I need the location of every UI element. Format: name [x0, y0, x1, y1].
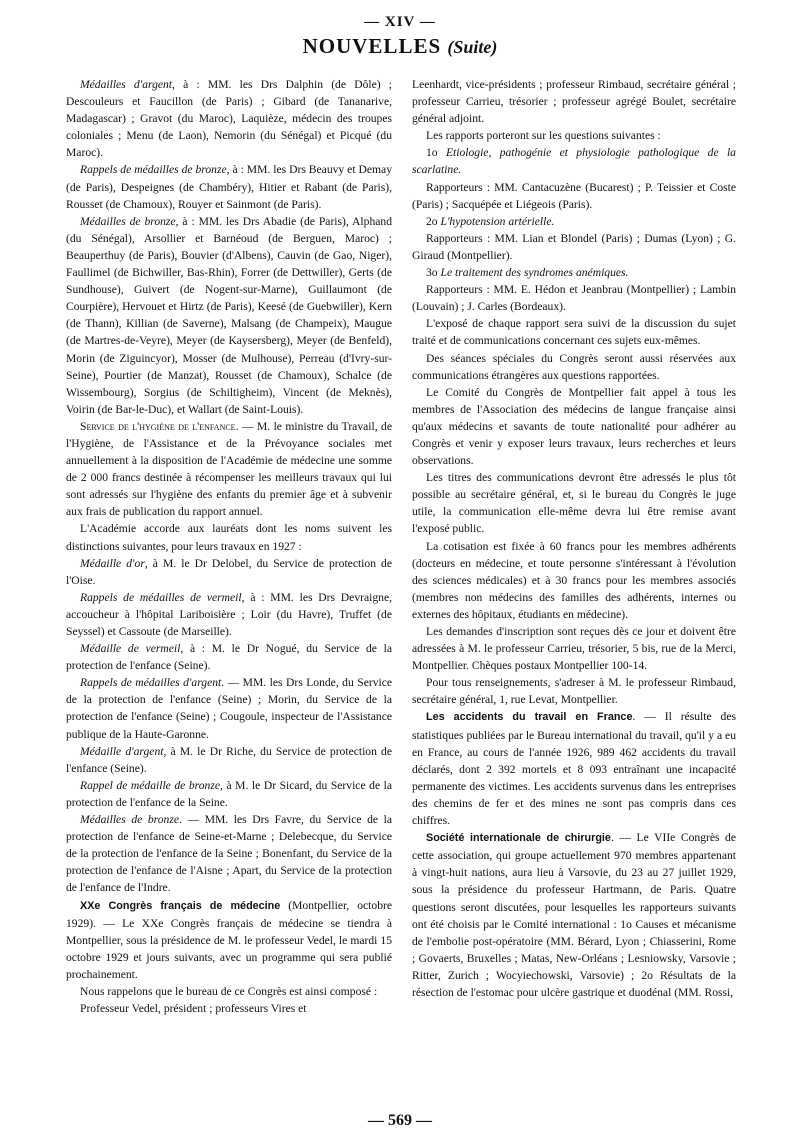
paragraph-text: Des séances spéciales du Congrès seront aussi réservées aux communications étrangères aux questions rapportées. — [412, 351, 736, 382]
paragraph-text: . — Il résulte des statistiques publiées par le Bureau international du travail, qu'il y a eu en France, au cours de l'année 1926, 989 462 accidents du travail déclarés, dont 2 392 mortels et 8 093 entraînant une incapacité permanente des victimes. Les accidents survenus dans les entreprises des chemins de fer et des mines ne sont pas compris dans ces chiffres. — [412, 710, 736, 828]
paragraph — [66, 743, 392, 777]
left-column — [66, 76, 392, 1017]
paragraph-text: . — MM. les Drs Londe, du Service de la protection de l'enfance (Seine) ; Morin, du Service de la protection de l'enfance (Seine) ; Cougoule, inspecteur de l'Assistance publique de la Haute-Garonne. — [66, 676, 393, 741]
paragraph-text: , à : M. le Dr Nogué, du Service de la protection de l'enfance (Seine). — [66, 642, 392, 673]
paragraph-text: Rapporteurs : MM. Cantacuzène (Bucarest) ; P. Teissier et Coste (Paris) ; Sacquépée et Liégeois (Paris). — [412, 180, 736, 211]
paragraph — [412, 674, 736, 708]
paragraph — [412, 708, 736, 829]
paragraph — [412, 623, 736, 674]
paragraph-text: La cotisation est fixée à 60 francs pour les membres adhérents (docteurs en médecine, et toute personne s'intéressant à l'évolution des sciences médicales) et à 30 francs pour les membres associés (membres non médecins des familles des adhérents, internes ou externes des hôpitaux, étudiants en médecine). — [412, 539, 736, 621]
paragraph — [412, 384, 736, 469]
paragraph-text: Le Comité du Congrès de Montpellier fait appel à tous les membres de l'Association des médecins de langue française ainsi qu'aux médecins et savants de toute nationalité pour adhérer au Congrès et venir y exposer leurs travaux, leurs recherches et leurs observations. — [412, 385, 736, 468]
paragraph-text: . — Le VIIe Congrès de cette association, qui groupe actuellement 970 membres appartenant à vingt-huit nations, aura lieu à Varsovie, du 23 au 27 juillet 1929, sous la présidence du professeur Hartmann, de Paris. Quatre questions seront discutées, pour lesquelles les rapporteurs suivants ont été choisis par le Comité international : 1o Causes et mécanisme de l'embolie post-opératoire (MM. Bérard, Lyon ; Chiasserini, Rome ; Govaerts, Bruxelles ; Matas, New-Orléans ; Lesniowsky, Varsovie ; Ritter, Zurich ; Wocyiechowski, Varsovie) ; 2o Résultats de la résection de l'estomac pour ulcère gastrique et duodénal (MM. Rossi, — [412, 831, 736, 999]
paragraph — [412, 350, 736, 384]
paragraph-text: , à : MM. les Drs Abadie (de Paris), Alphand (du Sénégal), Arsollier et Barnéoud (de Berguen, Maroc) ; Beauperthuy (de Paris), Bouvier (d'Albens), Cauvin (de Gao, Niger), Faullimel (de Bichwiller, Bas-Rhin), Forrer (de Dettwiller), Gerts (de Sundhouse), Guivert (de Nogent-sur-Marne), Guillaumont (de Courpière), Hervouet et Hirtz (de Paris), Keesé (de Guebwiller), Kern (de Thann), Killian (de Saverne), Malsang (de Champeix), Maugue (de Martres-de-Veyre), Meyer (de Kaysersberg), Meyer (de Benfeld), Morin (de Ziguincyor), Mosser (de Mulhouse), Perreau (d'Ivry-sur-Seine), Pourtier (de Manzat), Rousset (de Chamoux), Schalce (de Wissembourg), Sorgius (de Schiltigheim), Vincent (de Meknès), Voirin (de Bar-le-Duc), et Wallart (de Saint-Louis). — [66, 214, 392, 416]
paragraph-text: Professeur Vedel, président ; professeurs Vires et — [80, 1002, 307, 1016]
paragraph-text: Les rapports porteront sur les questions suivantes : — [426, 129, 661, 143]
paragraph-lead: Médailles de bronze — [80, 813, 179, 827]
paragraph-topic: Etiologie, pathogénie et physiologie pathologique de la scarlatine. — [412, 146, 736, 177]
paragraph — [66, 983, 392, 1000]
paragraph-text: , à M. le Dr Riche, du Service de protection de l'enfance (Seine). — [66, 744, 392, 775]
paragraph-lead: Rappels de médailles de bronze — [80, 163, 227, 177]
section-heading-caps: Service de l'hygiène de l'enfance. — [80, 419, 239, 433]
paragraph — [66, 811, 392, 896]
paragraph — [412, 213, 736, 230]
heading-suite: (Suite) — [447, 37, 498, 57]
paragraph — [412, 469, 736, 537]
paragraph — [66, 640, 392, 674]
paragraph-text: Les titres des communications devront être adressés le plus tôt possible au secrétaire général, et, si le bureau du Congrès le juge utile, la communication elle-même devra lui être remise avant l'exposé public. — [412, 471, 736, 536]
paragraph — [412, 76, 736, 127]
page-number: — 569 — — [368, 1112, 432, 1129]
paragraph-topic: Le traitement des syndromes anémiques. — [440, 266, 629, 280]
paragraph-text: , à : MM. les Drs Beauvy et Demay (de Paris), Despeignes (de Chambéry), Hitier et Rabant (de Paris), Rousset (de Chamoux), Rouyer et Sainmont (de Paris). — [66, 163, 392, 211]
paragraph-lead: Médailles de bronze — [80, 214, 176, 228]
paragraph — [412, 144, 736, 178]
paragraph — [66, 161, 392, 212]
paragraph-text: Rapporteurs : MM. E. Hédon et Jeanbrau (Montpellier) ; Lambin (Louvain) ; J. Carles (Bordeaux). — [412, 283, 736, 314]
paragraph — [412, 315, 736, 349]
paragraph-number: 3o — [426, 266, 441, 280]
paragraph-lead: Médaille de vermeil — [80, 642, 181, 656]
paragraph — [66, 674, 392, 742]
paragraph-lead: Rappels de médailles d'argent — [80, 676, 222, 690]
section-heading — [0, 34, 800, 59]
paragraph — [412, 179, 736, 213]
paragraph — [412, 127, 736, 144]
page-folio-top: — XIV — — [364, 14, 436, 30]
paragraph — [66, 520, 392, 554]
paragraph-lead: Médaille d'argent — [80, 744, 164, 758]
paragraph-topic: L'hypotension artérielle. — [440, 214, 555, 228]
paragraph — [412, 281, 736, 315]
paragraph-lead: Rappels de médailles de vermeil — [80, 590, 242, 604]
paragraph — [412, 230, 736, 264]
paragraph — [66, 213, 392, 418]
news-heading: Les accidents du travail en France — [426, 711, 633, 724]
paragraph-text: Les demandes d'inscription sont reçues dès ce jour et doivent être adressées à M. le professeur Carrieu, trésorier, 5 bis, rue de la Merci, Montpellier. Chèques postaux Montpellier 100-14. — [412, 625, 736, 673]
paragraph — [66, 418, 392, 521]
paragraph-text: — M. le ministre du Travail, de l'Hygiène, de l'Assistance et de la Prévoyance sociales met annuellement à la disposition de l'Académie de médecine une somme de 2 000 francs destinée à récompenser les meilleurs travaux qui lui sont adressés sur l'hygiène des enfants du premier âge et à subvenir aux frais de publication du rapport annuel. — [66, 419, 392, 519]
paragraph-text: L'exposé de chaque rapport sera suivi de la discussion du sujet traité et de communications concernant ces sujets eux-mêmes. — [412, 317, 736, 348]
paragraph — [412, 829, 736, 1001]
paragraph-text: . — MM. les Drs Favre, du Service de la protection de l'enfance de Seine-et-Marne ; Delebecque, du Service de la protection de l'enfance de la Seine ; Bonenfant, du Service de la protection de l'enfance de l'Aisne ; Apart, du Service de la protection de l'enfance de l'Indre. — [66, 813, 392, 895]
paragraph-text: , à M. le Dr Sicard, du Service de la protection de l'enfance de la Seine. — [66, 778, 393, 809]
paragraph — [66, 555, 392, 589]
paragraph — [66, 589, 392, 640]
paragraph-number: 1o — [426, 146, 446, 160]
paragraph — [412, 264, 736, 281]
news-heading: Société internationale de chirurgie — [426, 832, 611, 845]
paragraph — [66, 897, 392, 983]
heading-main: NOUVELLES — [302, 34, 442, 58]
paragraph-text: Nous rappelons que le bureau de ce Congrès est ainsi composé : — [80, 984, 378, 998]
paragraph-text: L'Académie accorde aux lauréats dont les noms suivent les distinctions suivantes, pour leurs travaux en 1927 : — [66, 522, 392, 553]
paragraph-text: , à : MM. les Drs Devraigne, accoucheur à l'hôpital Lariboisière ; Loir (du Havre), Truffet (de Seyssel) et Cassoute (de Marseille). — [66, 590, 392, 638]
paragraph-text: Leenhardt, vice-présidents ; professeur Rimbaud, secrétaire général ; professeur Carrieu, trésorier ; professeur agrégé Boulet, secrétaire général adjoint. — [412, 78, 736, 126]
paragraph-text: , à : MM. les Drs Dalphin (de Dôle) ; Descouleurs et Faucillon (de Paris) ; Gibard (de Tananarive, Madagascar) ; Gravot (du Maroc), Laquièze, médecin des troupes coloniales ; Menu (de Laon), Nemorin (du Sénégal) et Picqué (du Maroc). — [66, 78, 393, 160]
paragraph-lead: Médailles d'argent — [80, 78, 173, 91]
paragraph — [66, 1000, 392, 1017]
news-heading: XXe Congrès français de médecine — [80, 899, 281, 912]
paragraph — [66, 777, 392, 811]
paragraph — [66, 76, 392, 161]
paragraph — [412, 538, 736, 623]
paragraph-text: Rapporteurs : MM. Lian et Blondel (Paris) ; Dumas (Lyon) ; G. Giraud (Montpellier). — [412, 231, 736, 262]
paragraph-lead: Médaille d'or — [80, 556, 145, 570]
paragraph-text: (Montpellier, octobre 1929). — Le XXe Congrès français de médecine se tiendra à Montpellier, sous la présidence de M. le professeur Vedel, le mardi 15 octobre 1929 et jours suivants, avec un programme qui sera publié prochainement. — [66, 898, 392, 981]
right-column — [412, 76, 736, 1001]
paragraph-text: , à M. le Dr Delobel, du Service de protection de l'Oise. — [66, 556, 392, 587]
paragraph-lead: Rappel de médaille de bronze — [80, 778, 220, 792]
paragraph-number: 2o — [426, 214, 441, 228]
paragraph-text: Pour tous renseignements, s'adreser à M. le professeur Rimbaud, secrétaire général, 1, rue Levat, Montpellier. — [412, 676, 736, 707]
